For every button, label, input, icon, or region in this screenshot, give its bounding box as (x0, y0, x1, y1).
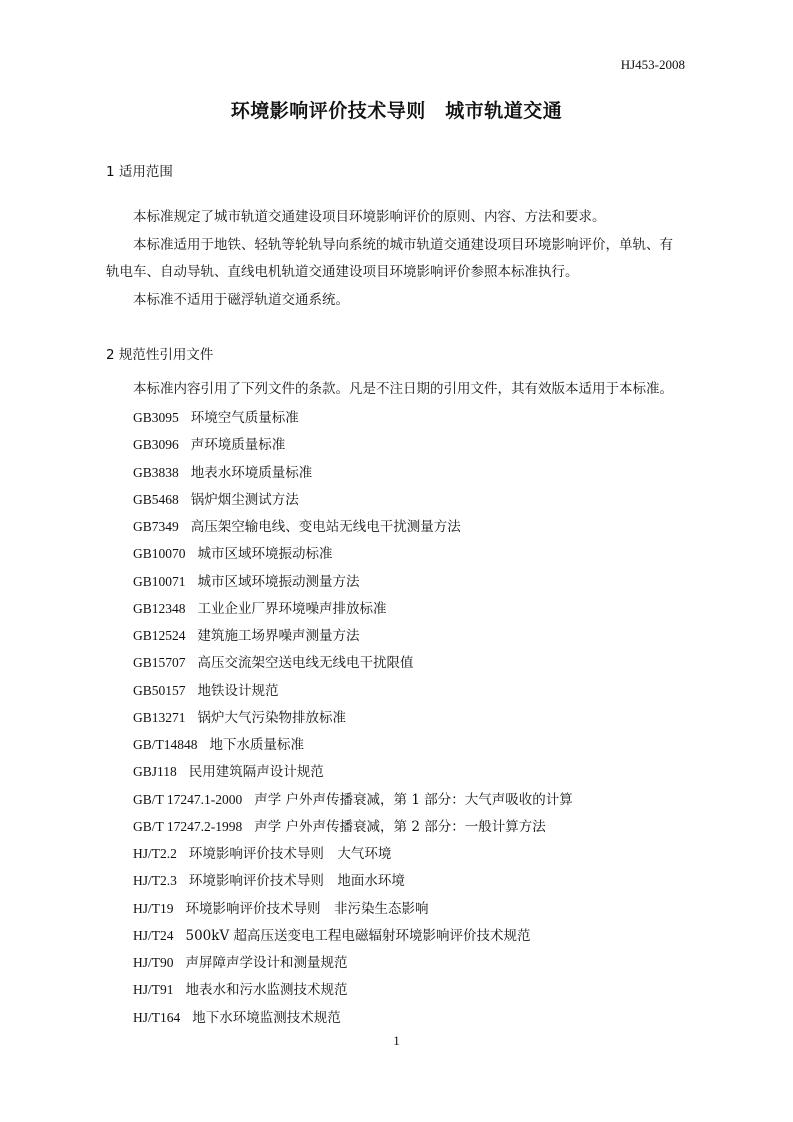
reference-name: 环境影响评价技术导则 非污染生态影响 (185, 900, 429, 917)
section-1-heading: 1 适用范围 (106, 164, 173, 180)
reference-name: 声屏障声学设计和测量规范 (185, 955, 348, 971)
paragraph-continuation: 轨电车、自动导轨、直线电机轨道交通建设项目环境影响评价参照本标准执行。 (106, 264, 579, 280)
reference-name: 环境影响评价技术导则 大气环境 (188, 846, 392, 862)
reference-code: GB15707 (133, 655, 186, 671)
reference-name: 高压交流架空送电线无线电干扰限值 (197, 655, 414, 672)
paragraph: 本标准适用于地铁、轻轨等轮轨导向系统的城市轨道交通建设项目环境影响评价，单轨、有 (133, 236, 673, 253)
reference-name: 声学 户外声传播衰减，第 1 部分：大气声吸收的计算 (254, 791, 573, 808)
reference-item (133, 786, 573, 813)
reference-item (133, 486, 573, 513)
reference-name: 环境影响评价技术导则 地面水环境 (188, 873, 405, 890)
reference-name: 500kV 超高压送变电工程电磁辐射环境影响评价技术规范 (185, 927, 531, 944)
reference-code: GB12348 (133, 600, 186, 616)
page-number: 1 (393, 1033, 400, 1048)
reference-item (133, 922, 573, 949)
reference-code: HJ/T2.3 (133, 873, 177, 889)
section-2-heading: 2 规范性引用文件 (106, 347, 214, 363)
reference-name: 地铁设计规范 (197, 682, 279, 699)
reference-code: HJ/T2.2 (133, 846, 177, 861)
reference-name: 地表水和污水监测技术规范 (185, 982, 348, 999)
reference-item (133, 840, 573, 867)
reference-item (133, 595, 573, 622)
section-1-body (106, 204, 688, 314)
reference-item (133, 622, 573, 649)
reference-name: 环境空气质量标准 (190, 410, 299, 426)
reference-code: GB7349 (133, 519, 179, 534)
reference-code: GB50157 (133, 682, 186, 698)
reference-code: GB12524 (133, 628, 186, 643)
reference-item (133, 731, 573, 758)
reference-code: GB3838 (133, 464, 179, 480)
reference-name: 地下水环境监测技术规范 (192, 1009, 341, 1026)
reference-name: 地下水质量标准 (209, 737, 305, 753)
reference-item (133, 540, 573, 567)
reference-item (133, 704, 573, 731)
reference-code: GB3096 (133, 437, 179, 453)
reference-code: GB/T 17247.1-2000 (133, 791, 243, 807)
reference-code: GB/T 17247.2-1998 (133, 818, 243, 834)
reference-name: 建筑施工场界噪声测量方法 (197, 628, 360, 644)
document-title: 环境影响评价技术导则 城市轨道交通 (230, 100, 563, 122)
reference-item (133, 431, 573, 458)
reference-code: HJ/T90 (133, 955, 174, 970)
reference-item (133, 813, 573, 840)
reference-item (133, 568, 573, 595)
reference-code: GB3095 (133, 410, 179, 425)
reference-item (133, 949, 573, 976)
reference-code: GB10071 (133, 573, 186, 589)
reference-name: 锅炉大气污染物排放标准 (197, 709, 347, 726)
reference-code: GB5468 (133, 491, 179, 507)
paragraph: 本标准不适用于磁浮轨道交通系统。 (133, 291, 349, 308)
reference-name: 工业企业厂界环境噪声排放标准 (197, 600, 387, 617)
reference-item (133, 1004, 573, 1031)
reference-list (133, 404, 573, 1031)
standard-code: HJ453-2008 (620, 57, 685, 72)
reference-item (133, 404, 573, 431)
reference-name: 地表水环境质量标准 (190, 464, 313, 481)
reference-code: HJ/T91 (133, 982, 174, 998)
reference-code: GB/T14848 (133, 737, 198, 752)
reference-code: GB13271 (133, 709, 186, 725)
reference-name: 声学 户外声传播衰减，第 2 部分：一般计算方法 (254, 818, 546, 835)
reference-code: GB10070 (133, 546, 186, 562)
paragraph: 本标准规定了城市轨道交通建设项目环境影响评价的原则、内容、方法和要求。 (133, 209, 606, 225)
reference-name: 民用建筑隔声设计规范 (188, 764, 324, 781)
reference-item (133, 758, 573, 785)
reference-item (133, 513, 573, 540)
reference-item (133, 895, 573, 922)
reference-item (133, 867, 573, 894)
reference-item (133, 976, 573, 1003)
reference-code: HJ/T24 (133, 927, 174, 943)
reference-item (133, 459, 573, 486)
reference-code: GBJ118 (133, 764, 177, 780)
reference-item (133, 677, 573, 704)
reference-name: 城市区域环境振动标准 (197, 546, 333, 563)
reference-code: HJ/T19 (133, 900, 174, 916)
reference-name: 声环境质量标准 (190, 437, 286, 454)
section-2-intro (106, 376, 688, 404)
reference-code: HJ/T164 (133, 1009, 181, 1025)
reference-item (133, 649, 573, 676)
reference-name: 城市区域环境振动测量方法 (197, 573, 360, 590)
reference-name: 高压架空输电线、变电站无线电干扰测量方法 (190, 519, 461, 535)
reference-name: 锅炉烟尘测试方法 (190, 491, 299, 508)
paragraph: 本标准内容引用了下列文件的条款。凡是不注日期的引用文件，其有效版本适用于本标准。 (133, 381, 673, 397)
